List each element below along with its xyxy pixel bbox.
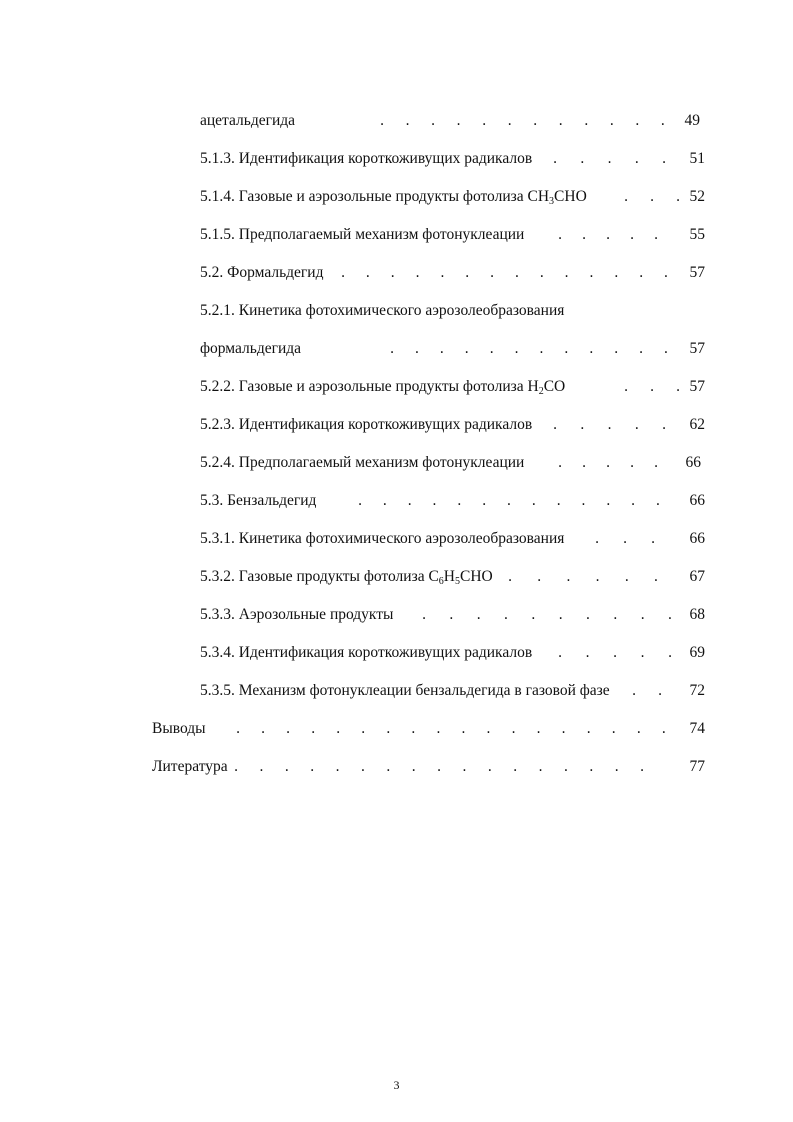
toc-entry-page: 74: [689, 720, 705, 737]
toc-entry-5-3-3: [200, 604, 705, 626]
toc-entry-page: 72: [689, 682, 705, 699]
toc-entry-title: 5.3.4. Идентификация короткоживущих радикалов: [200, 644, 533, 661]
toc-entry-page: 77: [689, 758, 705, 775]
toc-entry-5-1-5: [200, 224, 705, 246]
toc-entry-title: 5.3. Бензальдегид: [200, 492, 317, 509]
toc-entry-page: 52: [689, 188, 705, 205]
toc-entry-title: 5.2.1. Кинетика фотохимического аэрозолеобразования: [200, 302, 565, 319]
subscript: 3: [549, 196, 555, 207]
title-text: CHO: [460, 568, 493, 585]
toc-entry-page: 66: [689, 492, 705, 509]
toc-entry-title: формальдегида: [200, 340, 302, 357]
toc-entry-5-2-1-cont: [200, 338, 705, 360]
toc-entry-page: 66: [685, 454, 701, 471]
toc-entry-title: [200, 376, 565, 398]
leader-dots: . . .: [595, 530, 655, 547]
toc-entry-title: 5.2.3. Идентификация короткоживущих радикалов: [200, 416, 533, 433]
toc-entry-acetaldehyde-kinetics-cont: [200, 110, 705, 132]
toc-entry-page: 57: [689, 340, 705, 357]
leader-dots: . . . . .: [553, 150, 666, 167]
leader-dots: . . . . . . . . . .: [422, 606, 672, 623]
toc-entry-title: [200, 186, 587, 208]
title-text: CHO: [554, 188, 587, 205]
toc-entry-5-2-1: [200, 300, 705, 322]
toc-entry-title: Выводы: [152, 720, 206, 737]
toc-entry-5-1-3: [200, 148, 705, 170]
leader-dots: . . .: [624, 188, 680, 205]
title-text: 5.2.2. Газовые и аэрозольные продукты фотолиза H: [200, 378, 539, 395]
toc-entry-5-3-5: [200, 680, 705, 702]
toc-entry-page: 51: [689, 150, 705, 167]
leader-dots: . . . . . . . . . . . .: [390, 340, 668, 357]
toc-entry-title: Литература: [152, 758, 228, 775]
toc-entry-5-3: [200, 490, 705, 512]
toc-entry-5-2-4: [200, 452, 705, 474]
leader-dots: . .: [632, 682, 662, 699]
leader-dots: . . . . . .: [508, 568, 658, 585]
subscript: 6: [438, 576, 444, 587]
toc-entry-title: 5.2.4. Предполагаемый механизм фотонуклеации: [200, 454, 525, 471]
toc-entry-5-3-1: [200, 528, 705, 550]
toc-entry-title: 5.3.5. Механизм фотонуклеации бензальдегида в газовой фазе: [200, 682, 610, 699]
leader-dots: . . . . .: [558, 226, 658, 243]
toc-entry-page: 67: [689, 568, 705, 585]
toc-entry-page: 57: [689, 264, 705, 281]
toc-entry-5-3-4: [200, 642, 705, 664]
title-text: CO: [543, 378, 566, 395]
leader-dots: . . . . .: [558, 454, 658, 471]
leader-dots: . . . . . . . . . . . . .: [358, 492, 660, 509]
toc-entry-conclusions: [152, 718, 705, 740]
leader-dots: . . . . . . . . . . . .: [380, 112, 665, 129]
toc-entry-page: 55: [689, 226, 705, 243]
title-text: H: [443, 568, 455, 585]
toc-entry-5-2: [200, 262, 705, 284]
subscript: 2: [538, 386, 544, 397]
subscript: 5: [455, 576, 460, 587]
toc-entry-page: 62: [689, 416, 705, 433]
toc-entry-title: 5.3.1. Кинетика фотохимического аэрозолеобразования: [200, 530, 565, 547]
toc-entry-title: 5.1.3. Идентификация короткоживущих радикалов: [200, 150, 533, 167]
toc-entry-title: 5.2. Формальдегид: [200, 264, 324, 281]
toc-entry-5-1-4: [200, 186, 705, 208]
toc-entry-references: [152, 756, 705, 778]
toc-entry-title: 5.3.3. Аэрозольные продукты: [200, 606, 394, 623]
toc-entry-title: ацетальдегида: [200, 112, 296, 129]
toc-entry-5-2-3: [200, 414, 705, 436]
toc-entry-page: 49: [684, 112, 700, 129]
toc-entry-page: 57: [689, 378, 705, 395]
toc-entry-page: 69: [689, 644, 705, 661]
title-text: 5.3.2. Газовые продукты фотолиза C: [200, 568, 439, 585]
title-text: 5.1.4. Газовые и аэрозольные продукты фотолиза CH: [200, 188, 550, 205]
leader-dots: . . . . . . . . . . . . . .: [341, 264, 668, 281]
toc-entry-5-3-2: [200, 566, 705, 588]
page-number: 3: [393, 1078, 400, 1092]
toc-entry-title: 5.1.5. Предполагаемый механизм фотонуклеации: [200, 226, 525, 243]
leader-dots: . . . . .: [553, 416, 666, 433]
toc-entry-title: [200, 566, 493, 588]
toc-entry-page: 66: [689, 530, 705, 547]
leader-dots: . . . . .: [558, 644, 672, 661]
toc-entry-page: 68: [689, 606, 705, 623]
leader-dots: . . . . . . . . . . . . . . . . . .: [236, 720, 666, 737]
toc-entry-5-2-2: [200, 376, 705, 398]
leader-dots: . . .: [624, 378, 680, 395]
leader-dots: . . . . . . . . . . . . . . . . .: [234, 758, 644, 775]
